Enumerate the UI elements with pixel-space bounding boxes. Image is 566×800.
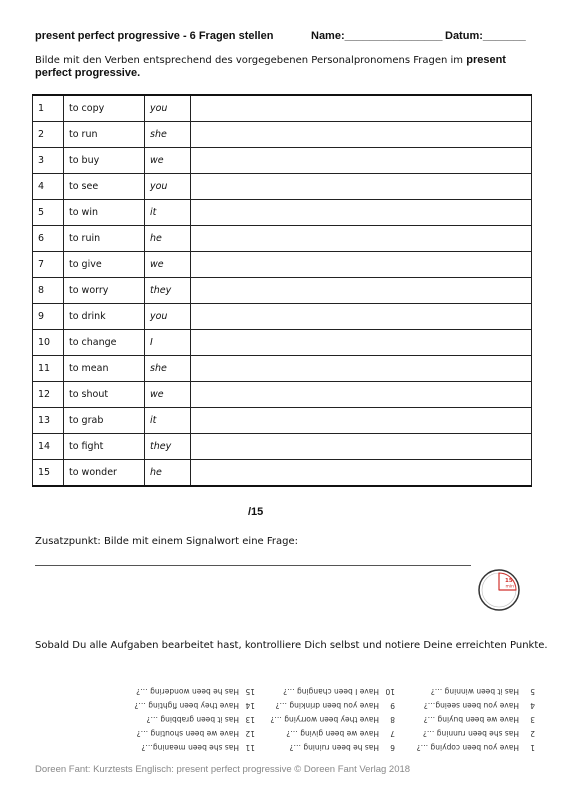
answer-key-item bbox=[115, 684, 255, 698]
answer-key-number: 9 bbox=[390, 701, 395, 710]
table-row bbox=[33, 174, 532, 200]
row-pronoun: they bbox=[145, 278, 191, 304]
date-field: Datum:_______ bbox=[445, 30, 526, 42]
answer-key-text: Have you been seeing…? bbox=[423, 701, 519, 710]
row-number: 7 bbox=[33, 252, 64, 278]
row-pronoun: you bbox=[145, 174, 191, 200]
answer-cell[interactable] bbox=[191, 122, 532, 148]
answer-key-number: 4 bbox=[530, 701, 535, 710]
row-number: 8 bbox=[33, 278, 64, 304]
row-pronoun: you bbox=[145, 304, 191, 330]
row-pronoun: he bbox=[145, 226, 191, 252]
row-number: 14 bbox=[33, 434, 64, 460]
answer-cell[interactable] bbox=[191, 252, 532, 278]
answer-key-item bbox=[255, 740, 395, 754]
row-number: 10 bbox=[33, 330, 64, 356]
row-verb: to mean bbox=[64, 356, 145, 382]
answer-key-text: Have you been drinking …? bbox=[275, 701, 379, 710]
row-pronoun: I bbox=[145, 330, 191, 356]
exercise-table bbox=[32, 94, 532, 487]
answer-key-item bbox=[255, 726, 395, 740]
row-pronoun: it bbox=[145, 200, 191, 226]
table-row bbox=[33, 304, 532, 330]
answer-key-item bbox=[115, 726, 255, 740]
answer-cell[interactable] bbox=[191, 200, 532, 226]
row-number: 3 bbox=[33, 148, 64, 174]
row-pronoun: we bbox=[145, 382, 191, 408]
row-number: 13 bbox=[33, 408, 64, 434]
row-verb: to drink bbox=[64, 304, 145, 330]
answer-cell[interactable] bbox=[191, 460, 532, 487]
answer-key-text: Have they been worrying …? bbox=[270, 715, 379, 724]
extra-point-prompt: Zusatzpunkt: Bilde mit einem Signalwort eine Frage: bbox=[35, 536, 298, 547]
row-number: 2 bbox=[33, 122, 64, 148]
row-verb: to buy bbox=[64, 148, 145, 174]
answer-key-text: Have I been changing …? bbox=[283, 687, 379, 696]
row-pronoun: she bbox=[145, 122, 191, 148]
row-number: 12 bbox=[33, 382, 64, 408]
answer-key-text: Has she been running …? bbox=[422, 729, 519, 738]
timer-minutes: 15 bbox=[505, 578, 513, 584]
row-verb: to see bbox=[64, 174, 145, 200]
answer-key-number: 13 bbox=[245, 715, 255, 724]
row-number: 6 bbox=[33, 226, 64, 252]
table-row bbox=[33, 460, 532, 487]
row-verb: to ruin bbox=[64, 226, 145, 252]
instructions-text: Bilde mit den Verben entsprechend des vorgegebenen Personalpronomens Fragen im bbox=[35, 55, 467, 66]
answer-key-item bbox=[255, 712, 395, 726]
table-row bbox=[33, 148, 532, 174]
answer-cell[interactable] bbox=[191, 434, 532, 460]
answer-key-text: Has it been winning …? bbox=[430, 687, 519, 696]
name-field: Name:________________ bbox=[311, 30, 443, 42]
table-row bbox=[33, 95, 532, 122]
answer-key-text: Have they been fighting …? bbox=[134, 701, 239, 710]
answer-key-text: Have we been shouting …? bbox=[136, 729, 239, 738]
table-row bbox=[33, 434, 532, 460]
table-row bbox=[33, 382, 532, 408]
answer-cell[interactable] bbox=[191, 95, 532, 122]
answer-cell[interactable] bbox=[191, 174, 532, 200]
row-number: 15 bbox=[33, 460, 64, 487]
closing-instruction: Sobald Du alle Aufgaben bearbeitet hast, kontrolliere Dich selbst und notiere Deine erreichten Punkte. bbox=[35, 640, 548, 651]
answer-key-text: Have we been buying …? bbox=[423, 715, 519, 724]
answer-key-item bbox=[395, 740, 535, 754]
answer-key-number: 11 bbox=[245, 743, 255, 752]
answer-cell[interactable] bbox=[191, 278, 532, 304]
answer-key-number: 2 bbox=[530, 729, 535, 738]
answer-key-text: Have we been giving …? bbox=[286, 729, 379, 738]
answer-key-item bbox=[395, 684, 535, 698]
row-pronoun: she bbox=[145, 356, 191, 382]
answer-key-number: 15 bbox=[245, 687, 255, 696]
answer-key-text: Has he been ruining …? bbox=[289, 743, 379, 752]
answer-key-item bbox=[115, 698, 255, 712]
row-pronoun: we bbox=[145, 148, 191, 174]
row-number: 4 bbox=[33, 174, 64, 200]
row-number: 5 bbox=[33, 200, 64, 226]
answer-key-item bbox=[395, 712, 535, 726]
answer-key-number: 5 bbox=[530, 687, 535, 696]
answer-cell[interactable] bbox=[191, 356, 532, 382]
row-pronoun: he bbox=[145, 460, 191, 487]
row-pronoun: it bbox=[145, 408, 191, 434]
row-number: 1 bbox=[33, 95, 64, 122]
answer-cell[interactable] bbox=[191, 382, 532, 408]
answer-key-item bbox=[115, 712, 255, 726]
footer-copyright: Doreen Fant: Kurztests Englisch: present perfect progressive © Doreen Fant Verlag 2018 bbox=[35, 764, 411, 775]
answer-key-text: Have you been copying …? bbox=[416, 743, 519, 752]
row-verb: to grab bbox=[64, 408, 145, 434]
answer-key-item bbox=[255, 684, 395, 698]
instructions bbox=[35, 54, 535, 80]
answer-key-number: 1 bbox=[530, 743, 535, 752]
answer-cell[interactable] bbox=[191, 226, 532, 252]
answer-cell[interactable] bbox=[191, 304, 532, 330]
score-total: /15 bbox=[248, 506, 264, 518]
table-row bbox=[33, 200, 532, 226]
timer-icon bbox=[477, 568, 521, 612]
row-pronoun: you bbox=[145, 95, 191, 122]
answer-key-upside-down bbox=[115, 686, 535, 754]
answer-key-number: 14 bbox=[245, 701, 255, 710]
table-row bbox=[33, 252, 532, 278]
row-verb: to win bbox=[64, 200, 145, 226]
answer-key-text: Has she been meaning…? bbox=[141, 743, 239, 752]
answer-line bbox=[35, 565, 471, 566]
answer-key-item bbox=[255, 698, 395, 712]
table-row bbox=[33, 278, 532, 304]
answer-key-number: 7 bbox=[390, 729, 395, 738]
row-number: 11 bbox=[33, 356, 64, 382]
answer-key-text: Has it been grabbing …? bbox=[146, 715, 239, 724]
row-verb: to wonder bbox=[64, 460, 145, 487]
answer-key-item bbox=[115, 740, 255, 754]
row-pronoun: we bbox=[145, 252, 191, 278]
answer-key-item bbox=[395, 726, 535, 740]
row-verb: to give bbox=[64, 252, 145, 278]
row-pronoun: they bbox=[145, 434, 191, 460]
answer-key-number: 12 bbox=[245, 729, 255, 738]
worksheet-title: present perfect progressive - 6 Fragen stellen bbox=[35, 30, 274, 42]
answer-key-number: 8 bbox=[390, 715, 395, 724]
row-verb: to change bbox=[64, 330, 145, 356]
answer-cell[interactable] bbox=[191, 148, 532, 174]
row-verb: to worry bbox=[64, 278, 145, 304]
table-row bbox=[33, 356, 532, 382]
row-number: 9 bbox=[33, 304, 64, 330]
timer-unit: min bbox=[505, 584, 514, 590]
row-verb: to copy bbox=[64, 95, 145, 122]
row-verb: to shout bbox=[64, 382, 145, 408]
table-row bbox=[33, 122, 532, 148]
answer-key-number: 3 bbox=[530, 715, 535, 724]
answer-cell[interactable] bbox=[191, 408, 532, 434]
row-verb: to fight bbox=[64, 434, 145, 460]
table-row bbox=[33, 330, 532, 356]
answer-key-item bbox=[395, 698, 535, 712]
row-verb: to run bbox=[64, 122, 145, 148]
answer-key-text: Has he been wondering …? bbox=[136, 687, 239, 696]
answer-cell[interactable] bbox=[191, 330, 532, 356]
answer-key-number: 10 bbox=[385, 687, 395, 696]
answer-key-number: 6 bbox=[390, 743, 395, 752]
table-row bbox=[33, 226, 532, 252]
table-row bbox=[33, 408, 532, 434]
instructions-emphasis: present perfect progressive. bbox=[35, 54, 506, 79]
